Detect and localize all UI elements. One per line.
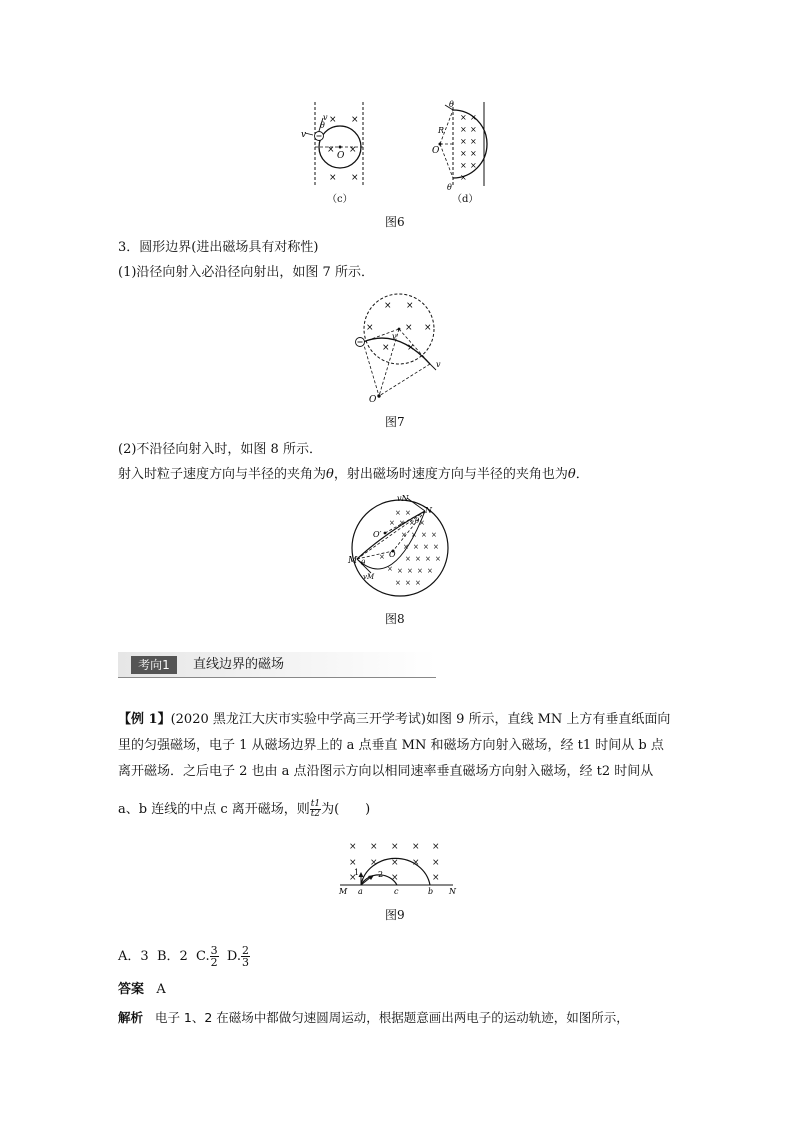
example-line-2: 里的匀强磁场，电子 1 从磁场边界上的 a 点垂直 MN 和磁场方向射入磁场，经 t1 时间从 b 点 <box>118 738 664 753</box>
svg-text:×: × <box>403 543 409 551</box>
svg-text:×: × <box>405 323 413 333</box>
svg-text:×: × <box>399 519 405 527</box>
svg-text:×: × <box>470 113 477 122</box>
svg-text:×: × <box>370 842 378 852</box>
svg-text:×: × <box>391 842 399 852</box>
svg-text:N: N <box>425 506 432 515</box>
figure-8 <box>345 493 455 603</box>
svg-text:c: c <box>394 887 399 896</box>
svg-text:×: × <box>460 125 467 134</box>
svg-text:×: × <box>384 301 392 311</box>
section-heading: 3．圆形边界(进出磁场具有对称性) <box>118 240 319 255</box>
svg-text:θ: θ <box>447 183 452 192</box>
svg-text:O′: O′ <box>373 530 382 539</box>
figure-6c-label: （c） <box>327 194 353 205</box>
figure-8-caption: 图8 <box>385 612 405 626</box>
svg-text:v: v <box>392 332 397 341</box>
svg-text:×: × <box>423 543 429 551</box>
svg-text:×: × <box>395 579 401 587</box>
svg-text:×: × <box>366 323 374 333</box>
answer-options <box>118 945 250 968</box>
svg-text:×: × <box>405 579 411 587</box>
option-d[interactable]: D. $\frac{2}{3}$ <box>226 944 250 969</box>
svg-text:×: × <box>329 173 337 183</box>
svg-text:×: × <box>405 509 411 517</box>
svg-text:θ: θ <box>449 100 454 109</box>
svg-text:×: × <box>407 343 415 353</box>
figure-6d <box>432 98 492 193</box>
svg-text:×: × <box>460 149 467 158</box>
svg-text:×: × <box>460 113 467 122</box>
topic-band-underline <box>118 677 436 678</box>
section-item-2-desc: 射入时粒子速度方向与半径的夹角为θ，射出磁场时速度方向与半径的夹角也为θ． <box>118 467 589 482</box>
svg-text:×: × <box>379 553 385 561</box>
svg-text:×: × <box>431 531 437 539</box>
svg-text:v: v <box>323 113 328 122</box>
svg-text:×: × <box>411 531 417 539</box>
svg-text:×: × <box>433 543 439 551</box>
svg-text:×: × <box>415 555 421 563</box>
section-item-2: (2)不沿径向射入时，如图 8 所示． <box>118 442 322 457</box>
svg-text:×: × <box>425 555 431 563</box>
svg-text:×: × <box>427 567 433 575</box>
svg-text:vN: vN <box>397 494 409 503</box>
option-c[interactable]: C. $\frac{3}{2}$ <box>196 944 218 969</box>
svg-text:O: O <box>389 550 396 559</box>
svg-text:O: O <box>337 151 345 161</box>
svg-text:×: × <box>351 173 359 183</box>
svg-text:×: × <box>421 531 427 539</box>
svg-text:R: R <box>438 126 445 135</box>
svg-text:×: × <box>409 519 415 527</box>
svg-text:×: × <box>349 858 357 868</box>
svg-text:O: O <box>432 146 440 156</box>
svg-text:×: × <box>460 173 467 182</box>
svg-text:θ: θ <box>361 559 366 567</box>
svg-text:×: × <box>412 858 420 868</box>
svg-text:×: × <box>460 161 467 170</box>
figure-9 <box>335 833 465 898</box>
svg-text:O: O <box>369 395 377 404</box>
figure-6-caption: 图6 <box>385 215 405 229</box>
svg-text:×: × <box>412 842 420 852</box>
figure-7-caption: 图7 <box>385 415 405 429</box>
svg-text:v: v <box>301 130 307 140</box>
option-a[interactable]: A．3 <box>118 949 149 964</box>
svg-text:×: × <box>349 145 357 155</box>
svg-text:×: × <box>470 125 477 134</box>
svg-text:×: × <box>435 555 441 563</box>
svg-text:×: × <box>387 565 393 573</box>
svg-text:×: × <box>395 509 401 517</box>
example-line-3: 离开磁场．之后电子 2 也由 a 点沿图示方向以相同速率垂直磁场方向射入磁场，经 t2 时间从 <box>118 764 654 779</box>
svg-text:×: × <box>432 873 440 883</box>
svg-text:×: × <box>389 519 395 527</box>
svg-text:vM: vM <box>363 573 375 581</box>
svg-text:×: × <box>370 858 378 868</box>
section-item-1: (1)沿径向射入必沿径向射出，如图 7 所示． <box>118 265 374 280</box>
svg-text:×: × <box>349 873 357 883</box>
answer-line: 答案 A <box>118 982 166 997</box>
svg-text:θ: θ <box>415 517 420 525</box>
figure-9-caption: 图9 <box>385 908 405 922</box>
svg-text:×: × <box>382 343 390 353</box>
svg-text:a: a <box>358 887 363 896</box>
svg-text:×: × <box>415 579 421 587</box>
svg-text:×: × <box>349 842 357 852</box>
example-line-4: a、b 连线的中点 c 离开磁场，则 $\frac{t1}{t2}$ 为( ) <box>118 799 371 819</box>
svg-text:×: × <box>432 842 440 852</box>
svg-text:×: × <box>397 567 403 575</box>
svg-text:×: × <box>470 149 477 158</box>
figure-7 <box>352 292 452 404</box>
svg-text:×: × <box>460 137 467 146</box>
svg-text:θ: θ <box>320 121 325 130</box>
example-line-1: 【例 1】(2020 黑龙江大庆市实验中学高三开学考试)如图 9 所示，直线 MN 上方有垂直纸面向 <box>118 712 671 727</box>
svg-text:×: × <box>419 519 425 527</box>
svg-text:×: × <box>407 567 413 575</box>
svg-text:v: v <box>436 360 441 369</box>
figure-6d-label: （d） <box>452 194 479 205</box>
topic-tag: 考向1 <box>131 656 177 674</box>
svg-text:×: × <box>391 858 399 868</box>
svg-text:×: × <box>406 301 414 311</box>
svg-text:×: × <box>351 115 359 125</box>
svg-text:×: × <box>417 567 423 575</box>
svg-text:×: × <box>391 873 399 883</box>
analysis-line: 解析 电子 1、2 在磁场中都做匀速圆周运动，根据题意画出两电子的运动轨迹，如图所示， <box>118 1010 629 1025</box>
svg-text:2: 2 <box>378 870 384 879</box>
topic-title: 直线边界的磁场 <box>193 657 285 672</box>
svg-text:M: M <box>348 556 358 566</box>
svg-text:1: 1 <box>354 868 360 877</box>
svg-text:×: × <box>329 115 337 125</box>
svg-text:×: × <box>424 323 432 333</box>
svg-text:N: N <box>449 887 456 896</box>
svg-text:M: M <box>339 887 348 896</box>
svg-text:×: × <box>413 543 419 551</box>
svg-text:×: × <box>470 161 477 170</box>
svg-text:×: × <box>327 145 335 155</box>
svg-text:×: × <box>432 858 440 868</box>
option-b[interactable]: B．2 <box>156 949 188 964</box>
ratio-fraction: $\frac{t1}{t2}$ <box>310 799 321 819</box>
svg-text:b: b <box>428 887 434 896</box>
svg-text:×: × <box>470 137 477 146</box>
svg-text:×: × <box>401 531 407 539</box>
svg-text:×: × <box>405 555 411 563</box>
